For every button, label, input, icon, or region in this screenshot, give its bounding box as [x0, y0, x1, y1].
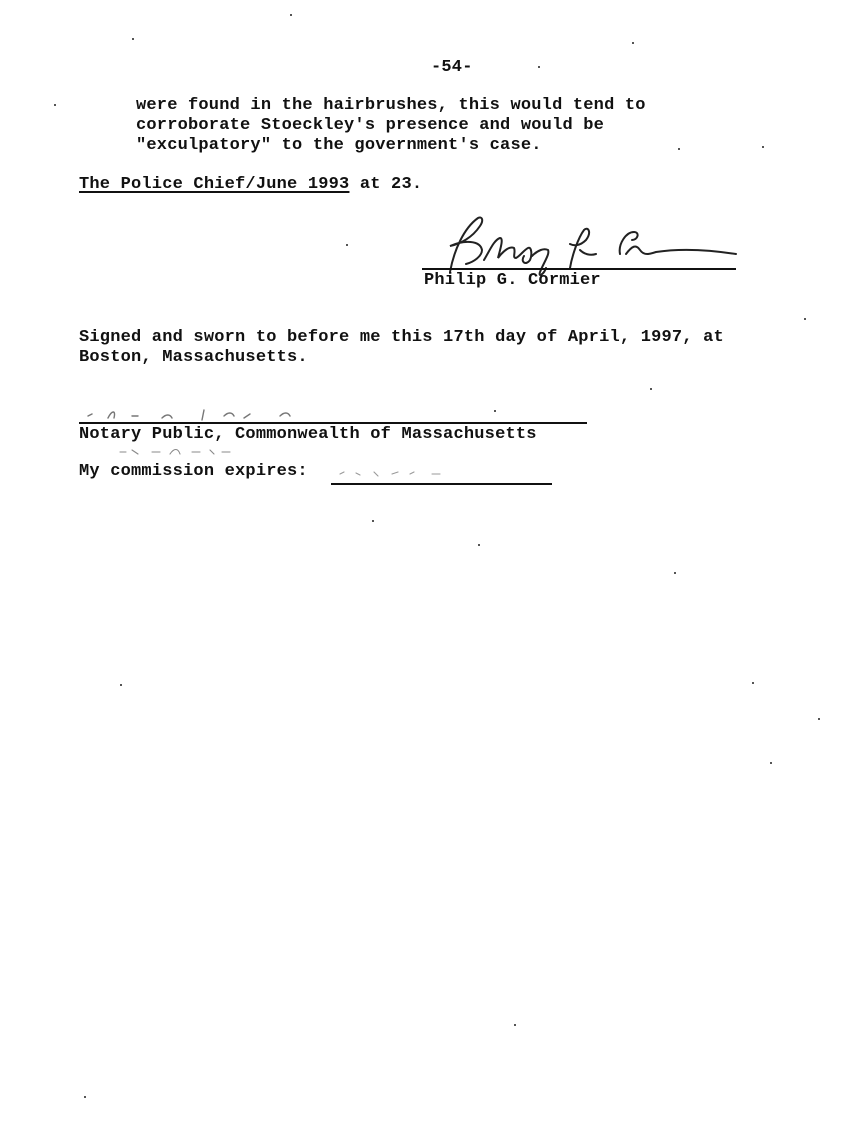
quote-line-2: corroborate Stoeckley's presence and would be: [136, 116, 605, 135]
scan-speck: [120, 684, 122, 686]
oath-line-1: Signed and sworn to before me this 17th day of April, 1997, at: [79, 328, 724, 347]
quote-line-3: "exculpatory" to the government's case.: [136, 136, 542, 155]
scan-speck: [478, 544, 480, 546]
scan-speck: [372, 520, 374, 522]
scan-speck: [752, 682, 754, 684]
notary-signature: [84, 404, 314, 424]
scan-speck: [818, 718, 820, 720]
commission-label: My commission expires:: [79, 462, 308, 481]
notary-stamp-marks: [118, 444, 238, 458]
scan-speck: [346, 244, 348, 246]
citation-source: The Police Chief/June 1993: [79, 175, 350, 194]
scan-speck: [290, 14, 292, 16]
commission-date-marks: [336, 464, 456, 480]
scan-speck: [762, 146, 764, 148]
scan-speck: [84, 1096, 86, 1098]
scan-speck: [650, 388, 652, 390]
scan-speck: [770, 762, 772, 764]
notary-title: Notary Public, Commonwealth of Massachusetts: [79, 425, 537, 444]
signature-line: [422, 268, 736, 270]
signer-name: Philip G. Cormier: [424, 271, 601, 290]
scan-speck: [538, 66, 540, 68]
oath-statement: [79, 328, 724, 368]
scan-speck: [514, 1024, 516, 1026]
citation-page: at 23.: [349, 175, 423, 194]
scan-speck: [804, 318, 806, 320]
scan-speck: [632, 42, 634, 44]
scan-speck: [132, 38, 134, 40]
scan-speck: [678, 148, 680, 150]
quoted-passage: [136, 96, 646, 156]
citation: [79, 175, 422, 195]
oath-line-2: Boston, Massachusetts.: [79, 348, 308, 367]
scan-speck: [494, 410, 496, 412]
quote-line-1: were found in the hairbrushes, this would tend to: [136, 96, 646, 115]
scan-speck: [54, 104, 56, 106]
commission-date-line: [331, 483, 552, 485]
notary-signature-line: [79, 422, 587, 424]
page-number: -54-: [431, 58, 473, 77]
scan-speck: [674, 572, 676, 574]
